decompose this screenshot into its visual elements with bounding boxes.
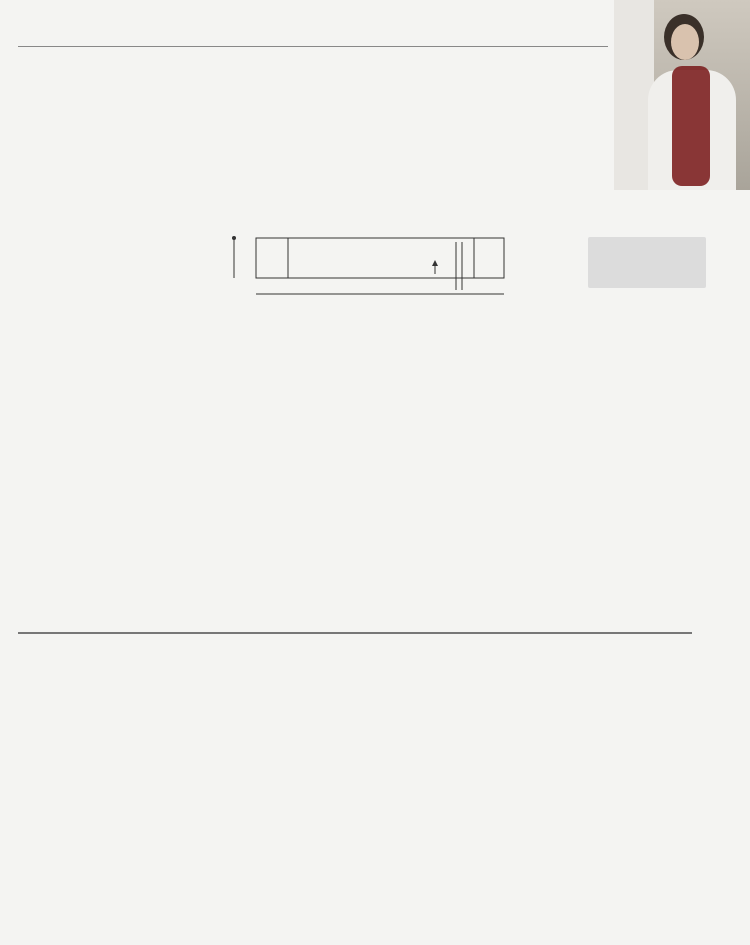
material-line-5 [18,88,29,105]
method-block [330,54,610,71]
photo-face [671,24,699,60]
header-divider [18,46,608,47]
materials-block [18,54,29,105]
crochet-chart [0,290,750,620]
section-divider [18,632,692,634]
edge-chart [400,750,700,840]
material-line-1 [18,54,29,71]
material-line-4 [18,71,29,88]
photo-scarf [672,66,710,186]
gauge-box [588,237,706,288]
pattern-b-chart [30,670,400,870]
